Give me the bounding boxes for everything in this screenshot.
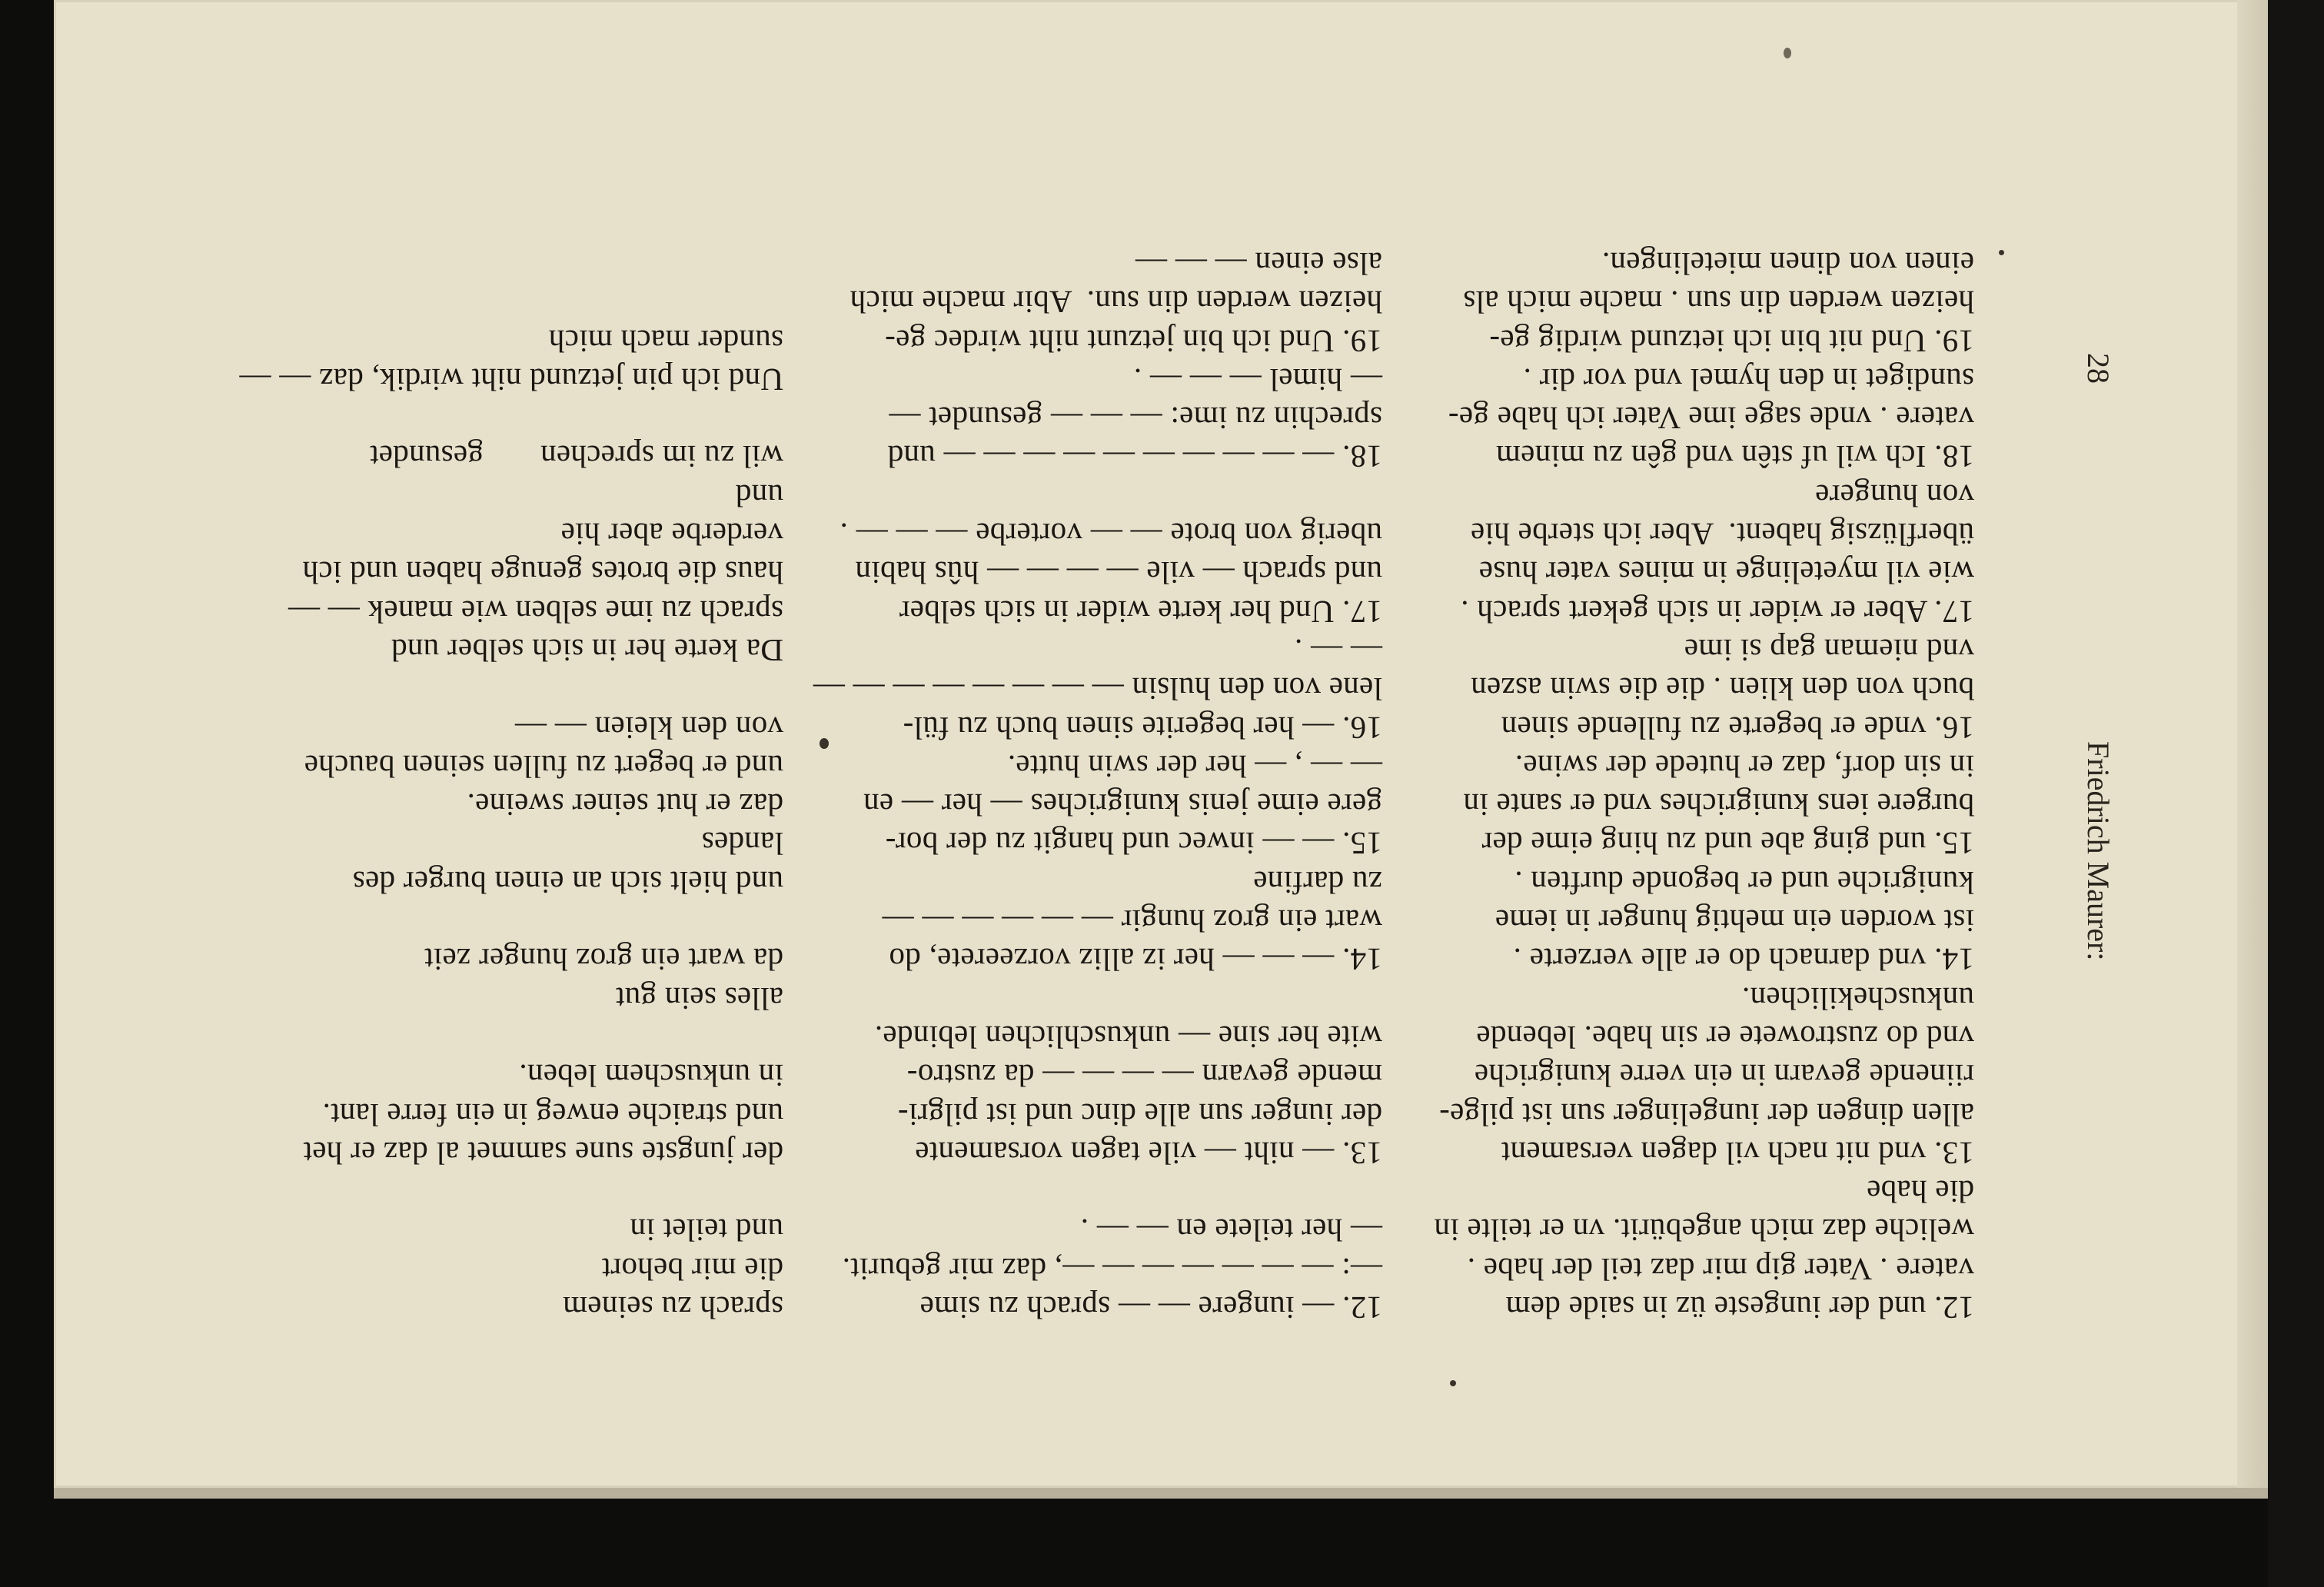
- text-line: [239, 1173, 783, 1211]
- text-line: ist worden ein mehtig hunger in ieme: [1494, 903, 1974, 940]
- text-line: zu darfine: [1252, 864, 1382, 900]
- text-line: und er begert zu fullen seinen bauche: [304, 748, 783, 784]
- text-line: kunigriche und er begonde durften .: [1514, 864, 1974, 900]
- text-line: unkuschekilichen.: [1741, 980, 1974, 1016]
- text-line: der iunger sun alle dinc und ist pilgri-: [897, 1096, 1382, 1133]
- text-line: wie vil myetelinge in mines vater huse: [1478, 555, 1974, 591]
- text-line: Und ich pin jetzund niht wirdik, daz — —: [239, 361, 783, 398]
- text-column-left: [1434, 245, 1974, 1327]
- text-line: [239, 1018, 783, 1056]
- text-line: — — .: [1294, 632, 1382, 668]
- text-line: haus die brotes genuge haben und ich: [302, 555, 783, 591]
- text-line: in unkuschem leben.: [519, 1058, 783, 1094]
- text-line: [813, 476, 1382, 514]
- text-line: und straiche enweg in ein ferre lant.: [322, 1096, 783, 1133]
- text-line: sundiget in den hymel vnd vor dir .: [1523, 361, 1974, 398]
- text-line: 18. — — — — — — — — — — und: [887, 439, 1382, 475]
- text-line: verderbe aber hie: [560, 517, 783, 553]
- text-line: 16. — her begerite sinen buch zu fül-: [903, 710, 1382, 746]
- text-line: — her teilete en — — .: [1080, 1213, 1382, 1249]
- text-line: von hungere: [1814, 477, 1974, 514]
- text-line: burgere iens kunigriches vnd er sante in: [1463, 787, 1974, 823]
- text-line: alse einen — — —: [1135, 245, 1382, 281]
- text-line: vatere . Vater gip mir daz teil der habe .: [1467, 1251, 1974, 1287]
- text-line: 17. Aber er wider in sich gekert sprach .: [1460, 594, 1974, 630]
- text-line: weliche daz mich angebürit. vn er teilte in: [1434, 1213, 1974, 1249]
- text-line: alles sein gut: [615, 980, 783, 1016]
- text-line: 15. und ging abe und zu hing eime der: [1481, 826, 1974, 862]
- text-line: 19. Und nit bin ich ietzund wirdig ge-: [1489, 323, 1974, 359]
- text-line: der jungste sune sammet al daz er het: [303, 1135, 783, 1171]
- text-line: einen von dinen mietelingen.: [1601, 245, 1974, 281]
- text-line: 12. und der iungeste üz in saide dem: [1505, 1290, 1974, 1326]
- text-line: [239, 399, 783, 438]
- text-line: mende gevarn — — — — da zustro-: [906, 1058, 1382, 1094]
- text-line: uberig von brote — — vorterbe — — — .: [839, 517, 1382, 553]
- text-line: wite her sine — unkuschlichen lebinde.: [874, 1019, 1382, 1055]
- text-line: 14. — — — her iz alliz vorzeerete, do: [889, 942, 1382, 978]
- text-line: da wart ein groz hunger zeit: [424, 942, 783, 978]
- text-line: 19. Und ich bin jetzunt niht wirdec ge-: [884, 323, 1382, 359]
- text-column-right: [239, 321, 783, 1327]
- text-line: — — , — her der swin hutte.: [1007, 748, 1382, 784]
- text-line: überflüzsig habent. Aber ich sterbe hie: [1470, 517, 1974, 553]
- text-line: und hielt sich an einen burger des: [352, 864, 783, 900]
- text-line: lene von den hulsin — — — — — — — —: [813, 671, 1382, 707]
- text-line: sunder mach mich: [548, 323, 783, 359]
- text-line: heizen werden din sun . mache mich als: [1463, 284, 1974, 321]
- text-line: allen dingen der iungelinger sun ist pilge-: [1438, 1096, 1974, 1133]
- text-line: vnd do zustrowete er sin habe. lebende: [1476, 1019, 1974, 1055]
- text-line: 13. — niht — vile tagen vorsamente: [915, 1135, 1382, 1171]
- text-line: daz er hut seiner sweine.: [467, 787, 783, 823]
- text-line: sprach zu ime selben wie manek — —: [288, 594, 783, 630]
- text-line: vatere . vnde sage ime Vater ich habe ge-: [1448, 401, 1974, 437]
- text-line: buch von den klien . die die swin aszen: [1470, 671, 1974, 707]
- text-line: wil zu im sprechen gesundet: [369, 439, 783, 475]
- text-line: landes: [701, 826, 783, 862]
- text-line: und: [735, 477, 783, 514]
- text-line: in sin dorf, daz er hutede der swine.: [1514, 748, 1974, 784]
- page-number: 28: [2081, 353, 2116, 384]
- text-line: 12. — iungere — — sprach zu sime: [919, 1290, 1382, 1326]
- text-line: sprach zu seinem: [562, 1290, 783, 1326]
- text-line: die mir behort: [601, 1251, 783, 1287]
- text-line: [239, 902, 783, 940]
- text-line: vnd nieman gap si ime: [1684, 632, 1974, 668]
- text-line: 14. vnd darnach do er alle verzerte .: [1513, 942, 1974, 978]
- text-line: und sprach — vile — — — — hûs habin: [855, 555, 1382, 591]
- text-line: die habe: [1866, 1174, 1974, 1210]
- text-line: 13. vnd nit nach vil dagen versament: [1501, 1135, 1974, 1171]
- text-line: [239, 670, 783, 708]
- text-column-middle: [813, 245, 1382, 1327]
- text-line: 17. Und her kerte wider in sich selber: [899, 594, 1382, 630]
- text-line: 16. vnde er begerte zu fullende sinen: [1501, 710, 1974, 746]
- text-line: 18. Ich wil uf stên vnd gên zu minem: [1495, 439, 1974, 475]
- text-line: wart ein groz hungir — — — — — —: [882, 903, 1382, 940]
- text-line: 15. — — inwec und hangit zu der bor-: [885, 826, 1382, 862]
- text-line: von den kleien — —: [514, 710, 783, 746]
- text-line: heizen werden din sun. Abir mache mich: [849, 284, 1382, 321]
- text-line: und teilet in: [630, 1213, 783, 1249]
- text-line: Da kerte her in sich selber und: [391, 632, 783, 668]
- text-line: [813, 1173, 1382, 1211]
- text-line: [813, 979, 1382, 1017]
- text-line: riinende gevarn in ein verre kunigriche: [1474, 1058, 1974, 1094]
- text-line: sprechin zu ime: — — — gesundet —: [889, 401, 1382, 437]
- text-line: —: — — — — — — —, daz mir geburit.: [842, 1251, 1382, 1287]
- text-line: gere eime jenis kunigriches — her — en: [863, 787, 1382, 823]
- running-head-author: Friedrich Maurer:: [2081, 741, 2116, 961]
- text-line: — himel — — — .: [1133, 361, 1382, 398]
